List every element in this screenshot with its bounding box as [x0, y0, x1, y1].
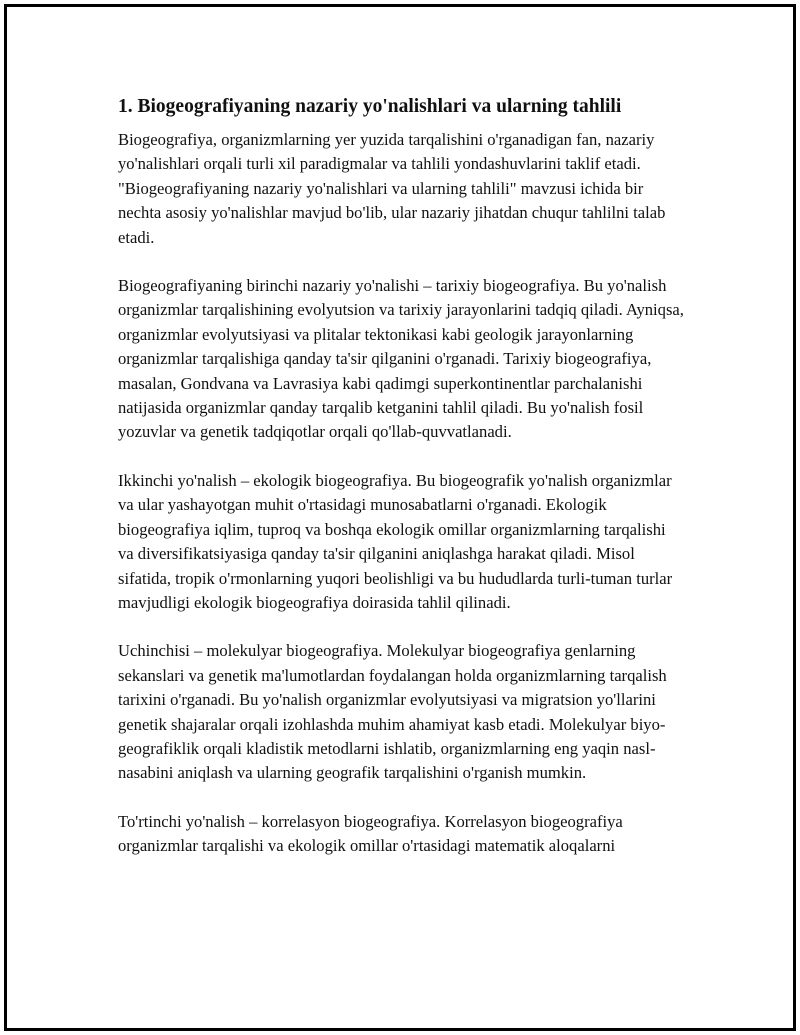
document-body: [114, 94, 684, 883]
paragraph-intro: Biogeografiya, organizmlarning yer yuzida tarqalishini o'rganadigan fan, nazariy yo'nalishlari orqali turli xil paradigmalar va tahlili yondashuvlarini taklif etadi. "Biogeografiyaning nazariy yo'nalishlari va ularning tahlili" mavzusi ichida bir nechta asosiy yo'nalishlar mavjud bo'lib, ular nazariy jihatdan chuqur tahlilni talab etadi.: [118, 130, 666, 247]
paragraph-historical-biogeography: Biogeografiyaning birinchi nazariy yo'nalishi – tarixiy biogeografiya. Bu yo'nalish organizmlar tarqalishining evolyutsion va tarixiy jarayonlarini tadqiq qiladi. Ayniqsa, organizmlar evolyutsiyasi va plitalar tektonikasi kabi geologik jarayonlarning organizmlar tarqalishiga qanday ta'sir qilganini o'rganadi. Tarixiy biogeografiya, masalan, Gondvana va Lavrasiya kabi qadimgi superkontinentlar parchalanishi natijasida organizmlar qanday tarqalib ketganini tahlil qiladi. Bu yo'nalish fosil yozuvlar va genetik tadqiqotlar orqali qo'llab-quvvatlanadi.: [118, 276, 684, 442]
section-heading: 1. Biogeografiyaning nazariy yo'nalishlari va ularning tahlili: [118, 96, 622, 117]
paragraph-ecological-biogeography: Ikkinchi yo'nalish – ekologik biogeografiya. Bu biogeografik yo'nalish organizmlar va ular yashayotgan muhit o'rtasidagi munosabatlarni o'rganadi. Ekologik biogeografiya iqlim, tuproq va boshqa ekologik omillar organizmlarning tarqalishi va diversifikatsiyasiga qanday ta'sir qilganini aniqlashga harakat qiladi. Misol sifatida, tropik o'rmonlarning yuqori beolishligi va bu hududlarda turli-tuman turlar mavjudligi ekologik biogeografiya doirasida tahlil qilinadi.: [118, 470, 673, 612]
paragraph-correlation-biogeography: To'rtinchi yo'nalish – korrelasyon biogeografiya. Korrelasyon biogeografiya organizmlar tarqalishi va ekologik omillar o'rtasidagi matematik aloqalarni: [118, 811, 623, 856]
paragraph-molecular-biogeography: Uchinchisi – molekulyar biogeografiya. Molekulyar biogeografiya genlarning sekanslari va genetik ma'lumotlardan foydalangan holda organizmlarning tarqalish tarixini o'rganadi. Bu yo'nalish organizmlar evolyutsiyasi va migratsion yo'llarini genetik shajaralar orqali izohlashda muhim ahamiyat kasb etadi. Molekulyar biyo-geografiklik orqali kladistik metodlarni ishlatib, organizmlarning eng yaqin nasl-nasabini aniqlash va ularning geografik tarqalishini o'rganish mumkin.: [118, 641, 667, 783]
